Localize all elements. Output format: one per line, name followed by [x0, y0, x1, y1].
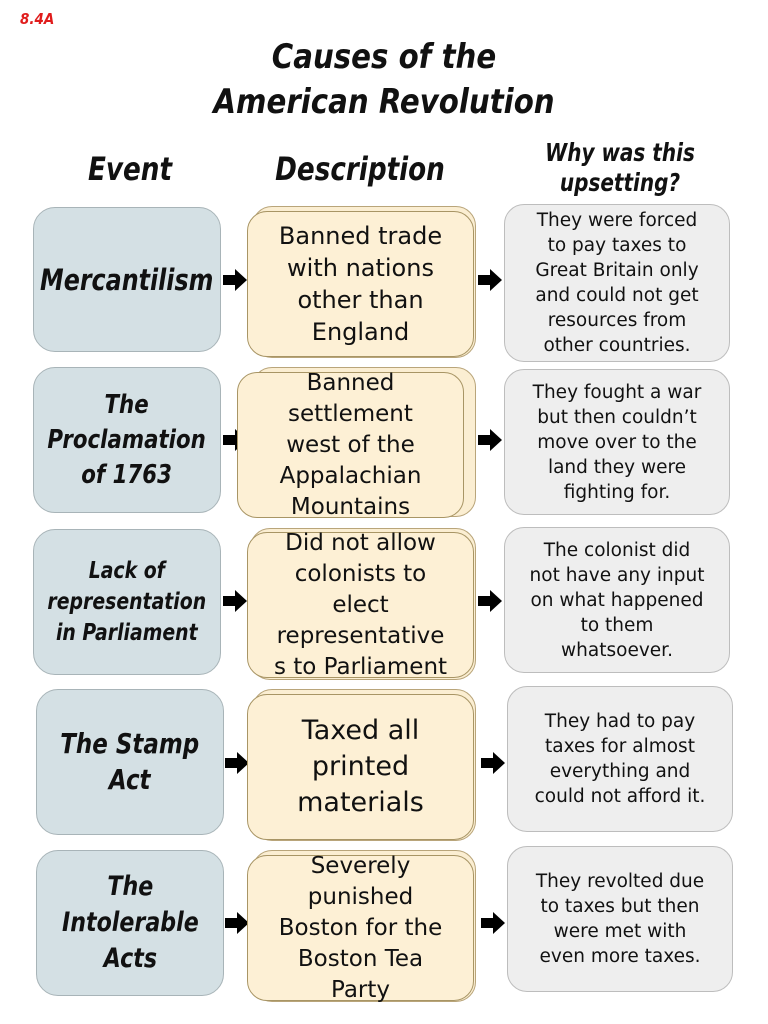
arrow-right-icon	[222, 267, 248, 293]
why-line: taxes for almost	[545, 736, 695, 757]
why-line: were met with	[553, 921, 687, 942]
why-box-proclamation	[504, 369, 730, 515]
description-line: settlement	[288, 400, 413, 427]
why-line: to pay taxes to	[547, 235, 687, 256]
why-line: They revolted due	[535, 871, 705, 892]
why-line: They had to pay	[544, 711, 696, 732]
description-line: printed	[311, 751, 410, 782]
event-box-mercantilism	[33, 207, 221, 352]
event-line: Lack of	[88, 557, 166, 584]
column-header-event: Event	[87, 150, 173, 188]
why-line: other countries.	[543, 335, 691, 356]
event-line: Acts	[103, 943, 157, 974]
event-line: The	[104, 389, 150, 420]
description-line: Taxed all	[301, 715, 420, 746]
event-line: Proclamation	[47, 424, 207, 455]
description-line: s to Parliament	[273, 653, 448, 680]
description-line: Boston Tea	[297, 945, 424, 972]
description-line: England	[311, 318, 410, 346]
column-header-why-line2: upsetting?	[559, 168, 681, 197]
description-line: Mountains	[290, 493, 411, 520]
why-line: not have any input	[529, 564, 705, 586]
why-line: but then couldn’t	[537, 406, 697, 428]
description-line: punished	[307, 883, 414, 910]
event-line: Intolerable	[61, 907, 199, 938]
event-line: representation	[47, 588, 207, 615]
why-line: even more taxes.	[539, 946, 701, 967]
description-box-stamp-act	[247, 694, 474, 840]
why-line: to taxes but then	[540, 896, 700, 917]
why-line: They fought a war	[532, 381, 702, 403]
event-line: of 1763	[81, 459, 173, 490]
arrow-right-icon	[480, 910, 506, 936]
arrow-right-icon	[477, 588, 503, 614]
why-line: and could not get	[535, 285, 699, 306]
description-line: Severely	[310, 852, 411, 879]
description-line: other than	[297, 286, 424, 314]
description-line: representative	[276, 622, 445, 649]
description-line: Did not allow	[285, 529, 436, 556]
page-title-line2: American Revolution	[213, 82, 555, 122]
why-line: everything and	[549, 761, 691, 782]
why-line: land they were	[547, 456, 687, 478]
description-box-representation	[247, 529, 474, 680]
description-line: Appalachian	[279, 462, 422, 489]
event-line: The	[107, 871, 153, 902]
why-line: fighting for.	[563, 481, 671, 503]
why-box-representation	[504, 527, 730, 673]
event-line: Act	[109, 763, 151, 796]
description-box-proclamation	[237, 369, 464, 520]
arrow-right-icon	[480, 750, 506, 776]
event-box-stamp-act	[36, 689, 224, 835]
event-box-representation	[33, 529, 221, 675]
description-line: Party	[330, 976, 391, 1003]
description-line: elect	[332, 591, 389, 618]
why-line: resources from	[547, 310, 687, 331]
event-line: Mercantilism	[40, 262, 214, 297]
description-line: materials	[297, 787, 424, 818]
column-header-why	[540, 138, 700, 198]
description-line: with nations	[287, 254, 434, 282]
why-line: whatsoever.	[561, 639, 673, 661]
why-line: move over to the	[537, 431, 697, 453]
description-line: Banned	[306, 369, 395, 396]
arrow-right-icon	[477, 267, 503, 293]
why-line: on what happened	[530, 589, 704, 611]
description-line: west of the	[286, 431, 415, 458]
event-box-proclamation	[33, 367, 221, 513]
why-line: They were forced	[536, 210, 698, 231]
description-line: Boston for the	[278, 914, 443, 941]
event-line: The Stamp	[60, 727, 200, 760]
why-line: The colonist did	[543, 539, 691, 561]
arrow-right-icon	[222, 588, 248, 614]
why-line: to them	[580, 614, 654, 636]
why-box-stamp-act	[507, 686, 733, 832]
page-title-line1: Causes of the	[271, 37, 497, 77]
event-box-intolerable-acts	[36, 850, 224, 996]
description-box-mercantilism	[247, 211, 474, 357]
why-line: could not afford it.	[534, 786, 706, 807]
description-line: colonists to	[294, 560, 427, 587]
event-line: in Parliament	[56, 619, 198, 646]
why-box-mercantilism	[504, 204, 730, 362]
description-line: Banned trade	[278, 222, 443, 250]
column-header-description: Description	[275, 150, 445, 188]
column-header-why-line1: Why was this	[545, 138, 695, 167]
arrow-right-icon	[477, 427, 503, 453]
description-box-intolerable-acts	[247, 852, 474, 1003]
why-line: Great Britain only	[535, 260, 699, 281]
why-box-intolerable-acts	[507, 846, 733, 992]
standard-tag: 8.4A	[20, 10, 55, 28]
